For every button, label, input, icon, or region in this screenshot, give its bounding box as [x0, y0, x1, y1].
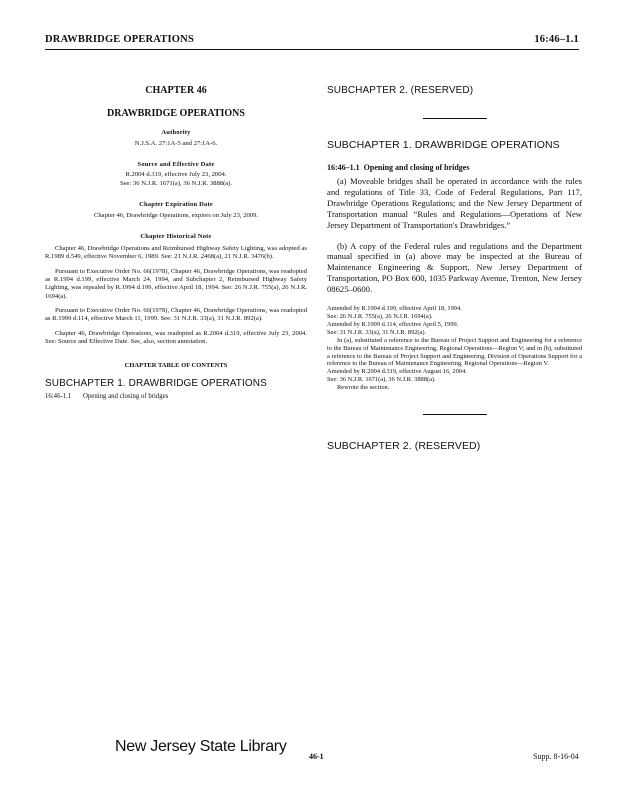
toc-entry[interactable]	[45, 393, 307, 400]
amendment-notes	[327, 305, 582, 392]
toc-subchapter-1: SUBCHAPTER 1. DRAWBRIDGE OPERATIONS	[45, 378, 267, 390]
running-header	[45, 34, 579, 48]
history-heading: Chapter Historical Note	[140, 233, 212, 241]
history-paragraph: Pursuant to Executive Order No. 66(1978), Chapter 46, Drawbridge Operations, was readopted as R.1994 d.199, effective March 24, 1994, and Subchapter 2, Reimbursed Highway Safety Lighting, was repealed by R.1994 d.199, effective April 18, 1994. See: 26 N.J.R. 755(a), 26 N.J.R. 1694(a).	[45, 267, 307, 300]
source-line: R.2004 d.319, effective July 23, 2004.	[125, 171, 227, 179]
subchapter-2-heading-top: SUBCHAPTER 2. (RESERVED)	[327, 85, 474, 96]
paragraph-a: (a) Moveable bridges shall be operated in accordance with the rules and regulations of Title 33, Code of Federal Regulations, Part 117, Drawbridge Operations Regulations; and the New Jersey Department of Transportation manual “Rules and Regulations—Operations of New Jersey Department of Transportation's Drawbridges.”	[327, 176, 582, 230]
header-title: DRAWBRIDGE OPERATIONS	[45, 34, 194, 45]
source-block	[45, 171, 307, 188]
toc-entry-title: Opening and closing of bridges	[83, 393, 169, 401]
expiration-heading: Chapter Expiration Date	[139, 200, 213, 208]
supplement-date: Supp. 8-16-04	[533, 752, 579, 761]
section-divider	[423, 118, 487, 119]
section-number: 16:46–1.1	[327, 163, 360, 172]
amendment-line: Amended by R.2004 d.319, effective August 16, 2004.	[327, 368, 467, 376]
source-line: See: 36 N.J.R. 1671(a), 36 N.J.R. 3888(a).	[119, 179, 233, 187]
amendment-note: Rewrote the section.	[337, 384, 390, 392]
toc-entry-number: 16:46-1.1	[45, 393, 72, 401]
history-paragraph: Chapter 46, Drawbridge Operations and Reimbursed Highway Safety Lighting, was adopted as R.1989 d.549, effective November 6, 1989. See: 21 N.J.R. 2468(a), 21 N.J.R. 3476(b).	[45, 245, 307, 261]
history-paragraph: Pursuant to Executive Order No. 66(1978), Chapter 46, Drawbridge Operations, was readopted as R.1999 d.114, effective March 11, 1999. See: 31 N.J.R. 33(a), 31 N.J.R. 892(a).	[45, 306, 307, 323]
amendment-line: Amended by R.1994 d.199, effective April 18, 1994.	[327, 305, 462, 313]
section-divider	[423, 414, 487, 415]
section-title: Opening and closing of bridges	[363, 163, 470, 172]
amendment-note: In (a), substituted a reference to the Bureau of Project Support and Engineering for a reference to the Bureau of Maintenance Engineering, Regional Operations—Region V; and in (b), substituted a reference to the Bureau of Project Support and Engineering, Division of Operations Support for a reference to the Bureau of Maintenance Engineering, Regional Operations—Region V.	[327, 336, 582, 368]
subchapter-1-heading: SUBCHAPTER 1. DRAWBRIDGE OPERATIONS	[327, 139, 560, 151]
amendment-line: See: 31 N.J.R. 33(a), 31 N.J.R. 892(a).	[327, 328, 427, 336]
paragraph-b: (b) A copy of the Federal rules and regulations and the Department manual specified in (a) above may be inspected at the Bureau of Maintenance Engineering & Support, New Jersey Department of Transportation, PO Box 600, 1035 Parkway Avenue, Trenton, New Jersey 08625–0600.	[327, 240, 582, 295]
chapter-title: DRAWBRIDGE OPERATIONS	[107, 108, 245, 119]
header-section-number: 16:46–1.1	[534, 34, 579, 45]
subchapter-2-heading: SUBCHAPTER 2. (RESERVED)	[327, 440, 481, 453]
library-stamp: New Jersey State Library	[115, 738, 287, 755]
header-rule	[45, 49, 579, 50]
amendment-line: Amended by R.1999 d.114, effective April 5, 1999.	[327, 320, 459, 328]
source-heading: Source and Effective Date	[137, 161, 215, 169]
amendment-line: See: 36 N.J.R. 1671(a), 36 N.J.R. 3888(a).	[327, 376, 436, 384]
page-number: 46-1	[309, 752, 324, 761]
section-heading	[327, 163, 582, 172]
amendment-line: See: 26 N.J.R. 755(a), 26 N.J.R. 1694(a).	[327, 312, 433, 320]
history-paragraph: Chapter 46, Drawbridge Operations, was readopted as R.2004 d.319, effective July 23, 2004. See: Source and Effective Date. See, also, section annotation.	[45, 329, 307, 345]
expiration-text: Chapter 46, Drawbridge Operations, expires on July 23, 2009.	[93, 211, 259, 219]
chapter-number: CHAPTER 46	[145, 85, 207, 96]
toc-heading: CHAPTER TABLE OF CONTENTS	[124, 362, 228, 370]
authority-text: N.J.S.A. 27:1A-5 and 27:1A-6.	[134, 140, 218, 147]
right-column	[327, 85, 582, 452]
left-column	[45, 85, 307, 400]
authority-heading: Authority	[161, 129, 191, 136]
